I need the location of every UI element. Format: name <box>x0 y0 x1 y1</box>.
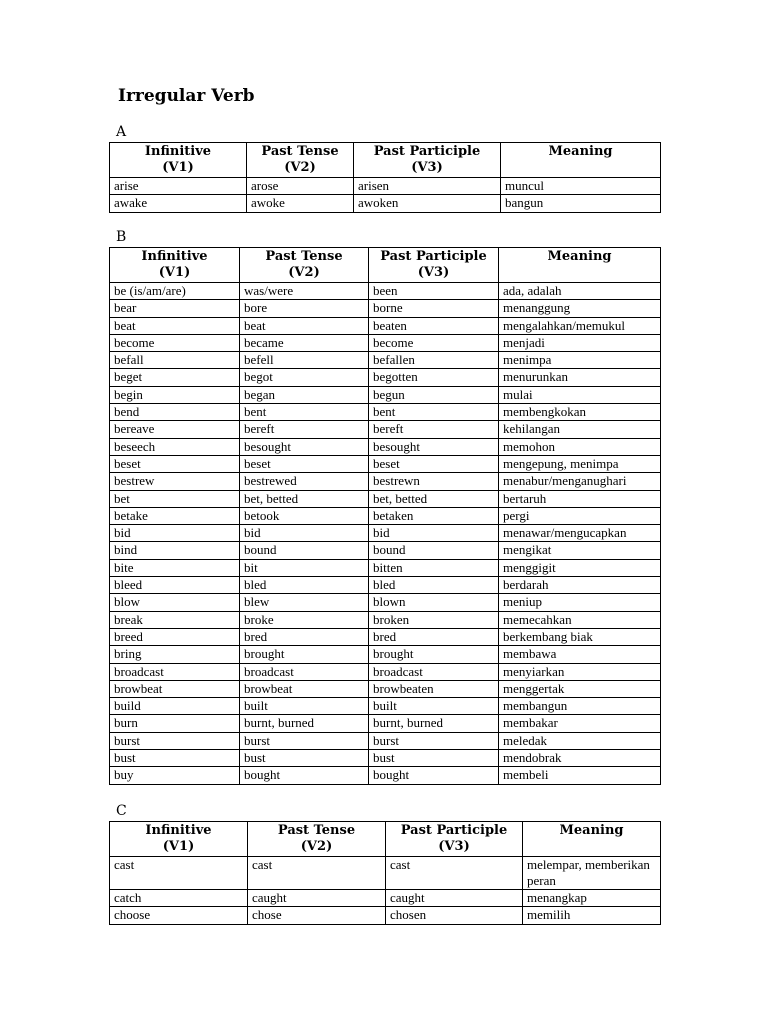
cell-meaning: menimpa <box>499 352 661 369</box>
table-row <box>110 577 661 594</box>
cell-past-participle: betaken <box>369 507 499 524</box>
header-past-participle: Past Participle (V3) <box>369 248 499 283</box>
cell-meaning: pergi <box>499 507 661 524</box>
cell-meaning: menurunkan <box>499 369 661 386</box>
cell-infinitive: bleed <box>110 577 240 594</box>
cell-infinitive: beseech <box>110 438 240 455</box>
table-row <box>110 178 661 195</box>
cell-past-tense: bore <box>240 300 369 317</box>
cell-meaning: muncul <box>501 178 661 195</box>
cell-past-participle: beset <box>369 455 499 472</box>
page-title: Irregular Verb <box>118 86 255 106</box>
verb-table-b <box>109 247 661 785</box>
table-row <box>110 646 661 663</box>
cell-past-participle: blown <box>369 594 499 611</box>
cell-past-tense: burnt, burned <box>240 715 369 732</box>
cell-infinitive: burn <box>110 715 240 732</box>
cell-past-tense: built <box>240 698 369 715</box>
cell-meaning: berdarah <box>499 577 661 594</box>
table-row <box>110 559 661 576</box>
cell-meaning: menanggung <box>499 300 661 317</box>
table-row <box>110 525 661 542</box>
cell-past-participle: bitten <box>369 559 499 576</box>
section-letter-c: C <box>116 803 127 819</box>
cell-infinitive: bet <box>110 490 240 507</box>
cell-infinitive: break <box>110 611 240 628</box>
table-row <box>110 404 661 421</box>
table-row <box>110 473 661 490</box>
cell-meaning: menggertak <box>499 680 661 697</box>
cell-meaning: membangun <box>499 698 661 715</box>
cell-infinitive: catch <box>110 890 248 907</box>
cell-meaning: menggigit <box>499 559 661 576</box>
table-row <box>110 907 661 924</box>
table-row <box>110 680 661 697</box>
cell-past-participle: burnt, burned <box>369 715 499 732</box>
cell-meaning: membengkokan <box>499 404 661 421</box>
cell-infinitive: bust <box>110 750 240 767</box>
cell-past-participle: bred <box>369 628 499 645</box>
table-row <box>110 628 661 645</box>
table-row <box>110 283 661 300</box>
cell-meaning: bangun <box>501 195 661 212</box>
cell-infinitive: bear <box>110 300 240 317</box>
cell-infinitive: browbeat <box>110 680 240 697</box>
cell-infinitive: bereave <box>110 421 240 438</box>
cell-meaning: menyiarkan <box>499 663 661 680</box>
cell-past-tense: bred <box>240 628 369 645</box>
table-row <box>110 767 661 784</box>
cell-past-tense: burst <box>240 732 369 749</box>
table-header-row <box>110 143 661 178</box>
table-row <box>110 386 661 403</box>
table-row <box>110 542 661 559</box>
cell-past-participle: brought <box>369 646 499 663</box>
table-row <box>110 507 661 524</box>
cell-infinitive: bid <box>110 525 240 542</box>
cell-past-tense: caught <box>248 890 386 907</box>
cell-infinitive: bind <box>110 542 240 559</box>
cell-past-participle: been <box>369 283 499 300</box>
cell-past-tense: bust <box>240 750 369 767</box>
header-past-tense: Past Tense (V2) <box>247 143 354 178</box>
cell-meaning: mulai <box>499 386 661 403</box>
cell-past-participle: beaten <box>369 317 499 334</box>
cell-past-participle: begotten <box>369 369 499 386</box>
cell-past-participle: bust <box>369 750 499 767</box>
table-row <box>110 455 661 472</box>
cell-infinitive: beset <box>110 455 240 472</box>
cell-infinitive: be (is/am/are) <box>110 283 240 300</box>
cell-infinitive: befall <box>110 352 240 369</box>
cell-past-tense: broke <box>240 611 369 628</box>
table-row <box>110 334 661 351</box>
cell-past-tense: cast <box>248 857 386 890</box>
cell-meaning: mengepung, menimpa <box>499 455 661 472</box>
cell-meaning: memecahkan <box>499 611 661 628</box>
header-past-tense: Past Tense (V2) <box>248 822 386 857</box>
cell-infinitive: beat <box>110 317 240 334</box>
cell-meaning: menjadi <box>499 334 661 351</box>
table-header-row <box>110 248 661 283</box>
table-row <box>110 890 661 907</box>
table-row <box>110 300 661 317</box>
cell-past-participle: cast <box>386 857 523 890</box>
cell-past-tense: brought <box>240 646 369 663</box>
verb-table-a <box>109 142 661 213</box>
cell-past-participle: become <box>369 334 499 351</box>
cell-past-participle: begun <box>369 386 499 403</box>
cell-past-participle: built <box>369 698 499 715</box>
cell-past-participle: broadcast <box>369 663 499 680</box>
table-row <box>110 438 661 455</box>
cell-past-participle: besought <box>369 438 499 455</box>
table-row <box>110 857 661 890</box>
cell-infinitive: buy <box>110 767 240 784</box>
cell-past-tense: beat <box>240 317 369 334</box>
header-past-participle: Past Participle (V3) <box>354 143 501 178</box>
cell-meaning: membeli <box>499 767 661 784</box>
cell-infinitive: begin <box>110 386 240 403</box>
cell-past-tense: blew <box>240 594 369 611</box>
cell-infinitive: cast <box>110 857 248 890</box>
table-row <box>110 750 661 767</box>
cell-past-participle: bid <box>369 525 499 542</box>
cell-past-participle: bestrewn <box>369 473 499 490</box>
cell-past-tense: bent <box>240 404 369 421</box>
cell-infinitive: bite <box>110 559 240 576</box>
table-row <box>110 611 661 628</box>
header-past-tense: Past Tense (V2) <box>240 248 369 283</box>
cell-infinitive: breed <box>110 628 240 645</box>
header-infinitive: Infinitive (V1) <box>110 143 247 178</box>
cell-past-participle: bet, betted <box>369 490 499 507</box>
cell-past-tense: besought <box>240 438 369 455</box>
cell-past-tense: was/were <box>240 283 369 300</box>
cell-meaning: menawar/mengucapkan <box>499 525 661 542</box>
cell-past-participle: browbeaten <box>369 680 499 697</box>
header-infinitive: Infinitive (V1) <box>110 248 240 283</box>
cell-past-participle: arisen <box>354 178 501 195</box>
table-row <box>110 490 661 507</box>
cell-meaning: membawa <box>499 646 661 663</box>
cell-past-tense: began <box>240 386 369 403</box>
table-row <box>110 698 661 715</box>
table-row <box>110 421 661 438</box>
cell-past-tense: beset <box>240 455 369 472</box>
header-meaning: Meaning <box>523 822 661 857</box>
cell-past-tense: bit <box>240 559 369 576</box>
cell-past-tense: bound <box>240 542 369 559</box>
cell-meaning: berkembang biak <box>499 628 661 645</box>
cell-past-participle: awoken <box>354 195 501 212</box>
cell-past-participle: bound <box>369 542 499 559</box>
cell-infinitive: blow <box>110 594 240 611</box>
cell-meaning: mengalahkan/memukul <box>499 317 661 334</box>
cell-meaning: melempar, memberikan peran <box>523 857 661 890</box>
section-letter-a: A <box>116 124 127 140</box>
cell-meaning: ada, adalah <box>499 283 661 300</box>
cell-infinitive: beget <box>110 369 240 386</box>
cell-infinitive: bend <box>110 404 240 421</box>
table-header-row <box>110 822 661 857</box>
cell-meaning: kehilangan <box>499 421 661 438</box>
cell-past-tense: bled <box>240 577 369 594</box>
section-letter-b: B <box>116 229 127 245</box>
cell-past-tense: bestrewed <box>240 473 369 490</box>
cell-past-participle: borne <box>369 300 499 317</box>
table-row <box>110 732 661 749</box>
cell-past-participle: bereft <box>369 421 499 438</box>
cell-past-tense: betook <box>240 507 369 524</box>
cell-past-tense: bought <box>240 767 369 784</box>
verb-table-c <box>109 821 661 925</box>
cell-past-participle: bled <box>369 577 499 594</box>
cell-infinitive: become <box>110 334 240 351</box>
cell-past-tense: befell <box>240 352 369 369</box>
cell-meaning: bertaruh <box>499 490 661 507</box>
cell-infinitive: arise <box>110 178 247 195</box>
cell-past-participle: chosen <box>386 907 523 924</box>
table-row <box>110 715 661 732</box>
cell-meaning: menabur/menganughari <box>499 473 661 490</box>
table-row <box>110 317 661 334</box>
table-row <box>110 195 661 212</box>
cell-meaning: meniup <box>499 594 661 611</box>
cell-infinitive: burst <box>110 732 240 749</box>
cell-past-participle: bought <box>369 767 499 784</box>
cell-past-tense: begot <box>240 369 369 386</box>
cell-meaning: mendobrak <box>499 750 661 767</box>
cell-meaning: menangkap <box>523 890 661 907</box>
header-meaning: Meaning <box>501 143 661 178</box>
cell-infinitive: build <box>110 698 240 715</box>
cell-infinitive: betake <box>110 507 240 524</box>
header-meaning: Meaning <box>499 248 661 283</box>
cell-past-participle: burst <box>369 732 499 749</box>
cell-past-tense: broadcast <box>240 663 369 680</box>
header-past-participle: Past Participle (V3) <box>386 822 523 857</box>
table-row <box>110 369 661 386</box>
cell-infinitive: broadcast <box>110 663 240 680</box>
cell-past-participle: caught <box>386 890 523 907</box>
cell-past-tense: became <box>240 334 369 351</box>
cell-past-tense: bereft <box>240 421 369 438</box>
cell-infinitive: choose <box>110 907 248 924</box>
cell-past-participle: befallen <box>369 352 499 369</box>
cell-meaning: membakar <box>499 715 661 732</box>
cell-past-participle: bent <box>369 404 499 421</box>
cell-past-participle: broken <box>369 611 499 628</box>
cell-infinitive: bestrew <box>110 473 240 490</box>
cell-past-tense: browbeat <box>240 680 369 697</box>
cell-infinitive: bring <box>110 646 240 663</box>
cell-meaning: memohon <box>499 438 661 455</box>
table-row <box>110 352 661 369</box>
cell-meaning: meledak <box>499 732 661 749</box>
cell-past-tense: bet, betted <box>240 490 369 507</box>
cell-infinitive: awake <box>110 195 247 212</box>
cell-past-tense: awoke <box>247 195 354 212</box>
cell-meaning: memilih <box>523 907 661 924</box>
table-row <box>110 594 661 611</box>
cell-meaning: mengikat <box>499 542 661 559</box>
cell-past-tense: chose <box>248 907 386 924</box>
table-row <box>110 663 661 680</box>
header-infinitive: Infinitive (V1) <box>110 822 248 857</box>
cell-past-tense: arose <box>247 178 354 195</box>
cell-past-tense: bid <box>240 525 369 542</box>
